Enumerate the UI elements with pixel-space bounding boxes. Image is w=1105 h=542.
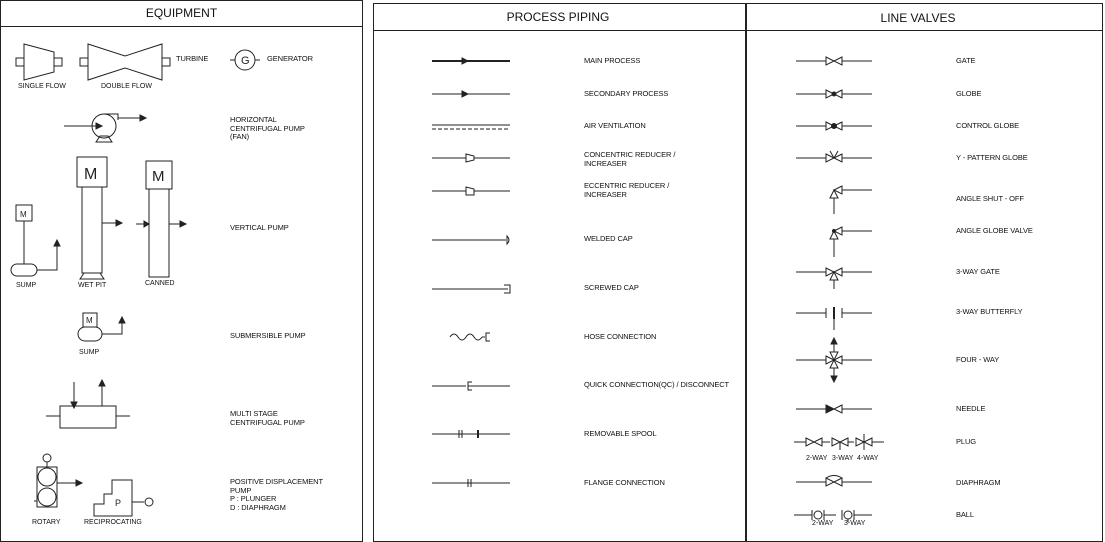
angle-shut-off-valve-symbol (824, 184, 874, 216)
secondary-process-label: SECONDARY PROCESS (584, 89, 669, 98)
svg-text:M: M (86, 316, 93, 325)
welded-cap-symbol (430, 234, 512, 246)
single-flow-turbine-symbol (14, 42, 74, 82)
concentric-reducer-symbol (430, 152, 512, 164)
hose-connection-label: HOSE CONNECTION (584, 332, 657, 341)
turbine-label: TURBINE (176, 54, 209, 63)
line-valves-title: LINE VALVES (880, 11, 956, 25)
svg-text:G: G (241, 55, 250, 67)
process-piping-header-divider (373, 30, 746, 31)
double-flow-label: DOUBLE FLOW (101, 83, 152, 90)
vertical-pump-canned-symbol (132, 160, 192, 280)
plug-3way-label: 3-WAY (832, 455, 854, 462)
concentric-reducer-label: CONCENTRIC REDUCER / INCREASER (584, 150, 676, 168)
single-flow-label: SINGLE FLOW (18, 83, 66, 90)
double-flow-turbine-symbol (80, 42, 170, 82)
process-piping-panel (373, 3, 746, 542)
four-way-label: FOUR - WAY (956, 355, 1000, 364)
multi-stage-pump-symbol (46, 378, 136, 434)
angle-globe-valve-symbol (824, 225, 874, 259)
plug-valve-symbol (794, 430, 890, 452)
multi-stage-pump-label: MULTI STAGE CENTRIFUGAL PUMP (230, 409, 305, 427)
vertical-pump-wet-pit-symbol (74, 156, 130, 282)
ball-2way-label: 2-WAY (812, 520, 834, 527)
needle-valve-symbol (794, 403, 874, 415)
plug-4way-label: 4-WAY (857, 455, 879, 462)
generator-symbol (230, 48, 264, 72)
reciprocating-label: RECIPROCATING (84, 519, 142, 526)
svg-text:M: M (152, 168, 165, 185)
reciprocating-pump-symbol (88, 472, 168, 520)
ball-3way-label: 3-WAY (844, 520, 866, 527)
wet-pit-label: WET PIT (78, 282, 107, 289)
main-process-label: MAIN PROCESS (584, 56, 641, 65)
removable-spool-symbol (430, 428, 512, 440)
secondary-process-line-symbol (430, 89, 512, 99)
y-pattern-globe-label: Y - PATTERN GLOBE (956, 153, 1028, 162)
generator-label: GENERATOR (267, 54, 313, 63)
three-way-gate-valve-symbol (794, 262, 874, 290)
screwed-cap-symbol (430, 283, 512, 295)
air-ventilation-line-symbol (430, 122, 512, 132)
hose-connection-symbol (448, 331, 494, 343)
quick-connection-symbol (430, 380, 512, 392)
diaphragm-label: DIAPHRAGM (956, 478, 1001, 487)
globe-label: GLOBE (956, 89, 982, 98)
quick-connection-label: QUICK CONNECTION(QC) / DISCONNECT (584, 380, 730, 389)
flange-connection-symbol (430, 477, 512, 489)
three-way-butterfly-label: 3-WAY BUTTERFLY (956, 307, 1023, 316)
removable-spool-label: REMOVABLE SPOOL (584, 429, 657, 438)
equipment-header-divider (0, 26, 363, 27)
rotary-pump-symbol (34, 452, 90, 518)
control-globe-valve-symbol (794, 120, 874, 132)
main-process-line-symbol (430, 56, 512, 66)
svg-text:M: M (20, 210, 27, 219)
globe-valve-symbol (794, 88, 874, 100)
submersible-sump-label: SUMP (79, 349, 100, 356)
welded-cap-label: WELDED CAP (584, 234, 633, 243)
submersible-pump-symbol (74, 312, 134, 352)
control-globe-label: CONTROL GLOBE (956, 121, 1020, 130)
air-ventilation-label: AIR VENTILATION (584, 121, 646, 130)
canned-label: CANNED (145, 280, 175, 287)
vertical-pump-label: VERTICAL PUMP (230, 223, 289, 232)
angle-globe-valve-label: ANGLE GLOBE VALVE (956, 226, 1033, 235)
eccentric-reducer-symbol (430, 185, 512, 197)
diaphragm-valve-symbol (794, 475, 874, 489)
gate-valve-symbol (794, 55, 874, 67)
line-valves-header-divider (746, 30, 1103, 31)
equipment-title: EQUIPMENT (145, 6, 218, 20)
plug-2way-label: 2-WAY (806, 455, 828, 462)
angle-shut-off-label: ANGLE SHUT - OFF (956, 194, 1024, 203)
four-way-valve-symbol (794, 338, 874, 384)
positive-displacement-label: POSITIVE DISPLACEMENT PUMP P : PLUNGER D : DIAPHRAGM (230, 477, 323, 512)
sump-label: SUMP (16, 282, 37, 289)
process-piping-title: PROCESS PIPING (506, 10, 610, 24)
rotary-label: ROTARY (32, 519, 61, 526)
svg-text:P: P (115, 498, 122, 508)
svg-text:M: M (84, 166, 98, 183)
horizontal-pump-label: HORIZONTAL CENTRIFUGAL PUMP (FAN) (230, 115, 305, 141)
gate-label: GATE (956, 56, 976, 65)
submersible-pump-label: SUBMERSIBLE PUMP (230, 331, 306, 340)
plug-label: PLUG (956, 437, 977, 446)
horizontal-centrifugal-pump-symbol (60, 104, 155, 144)
screwed-cap-label: SCREWED CAP (584, 283, 639, 292)
vertical-pump-sump-symbol (8, 204, 68, 284)
three-way-gate-label: 3-WAY GATE (956, 267, 1000, 276)
ball-label: BALL (956, 510, 974, 519)
eccentric-reducer-label: ECCENTRIC REDUCER / INCREASER (584, 181, 670, 199)
needle-label: NEEDLE (956, 404, 986, 413)
y-pattern-globe-valve-symbol (794, 150, 874, 166)
flange-connection-label: FLANGE CONNECTION (584, 478, 665, 487)
three-way-butterfly-valve-symbol (794, 303, 874, 331)
